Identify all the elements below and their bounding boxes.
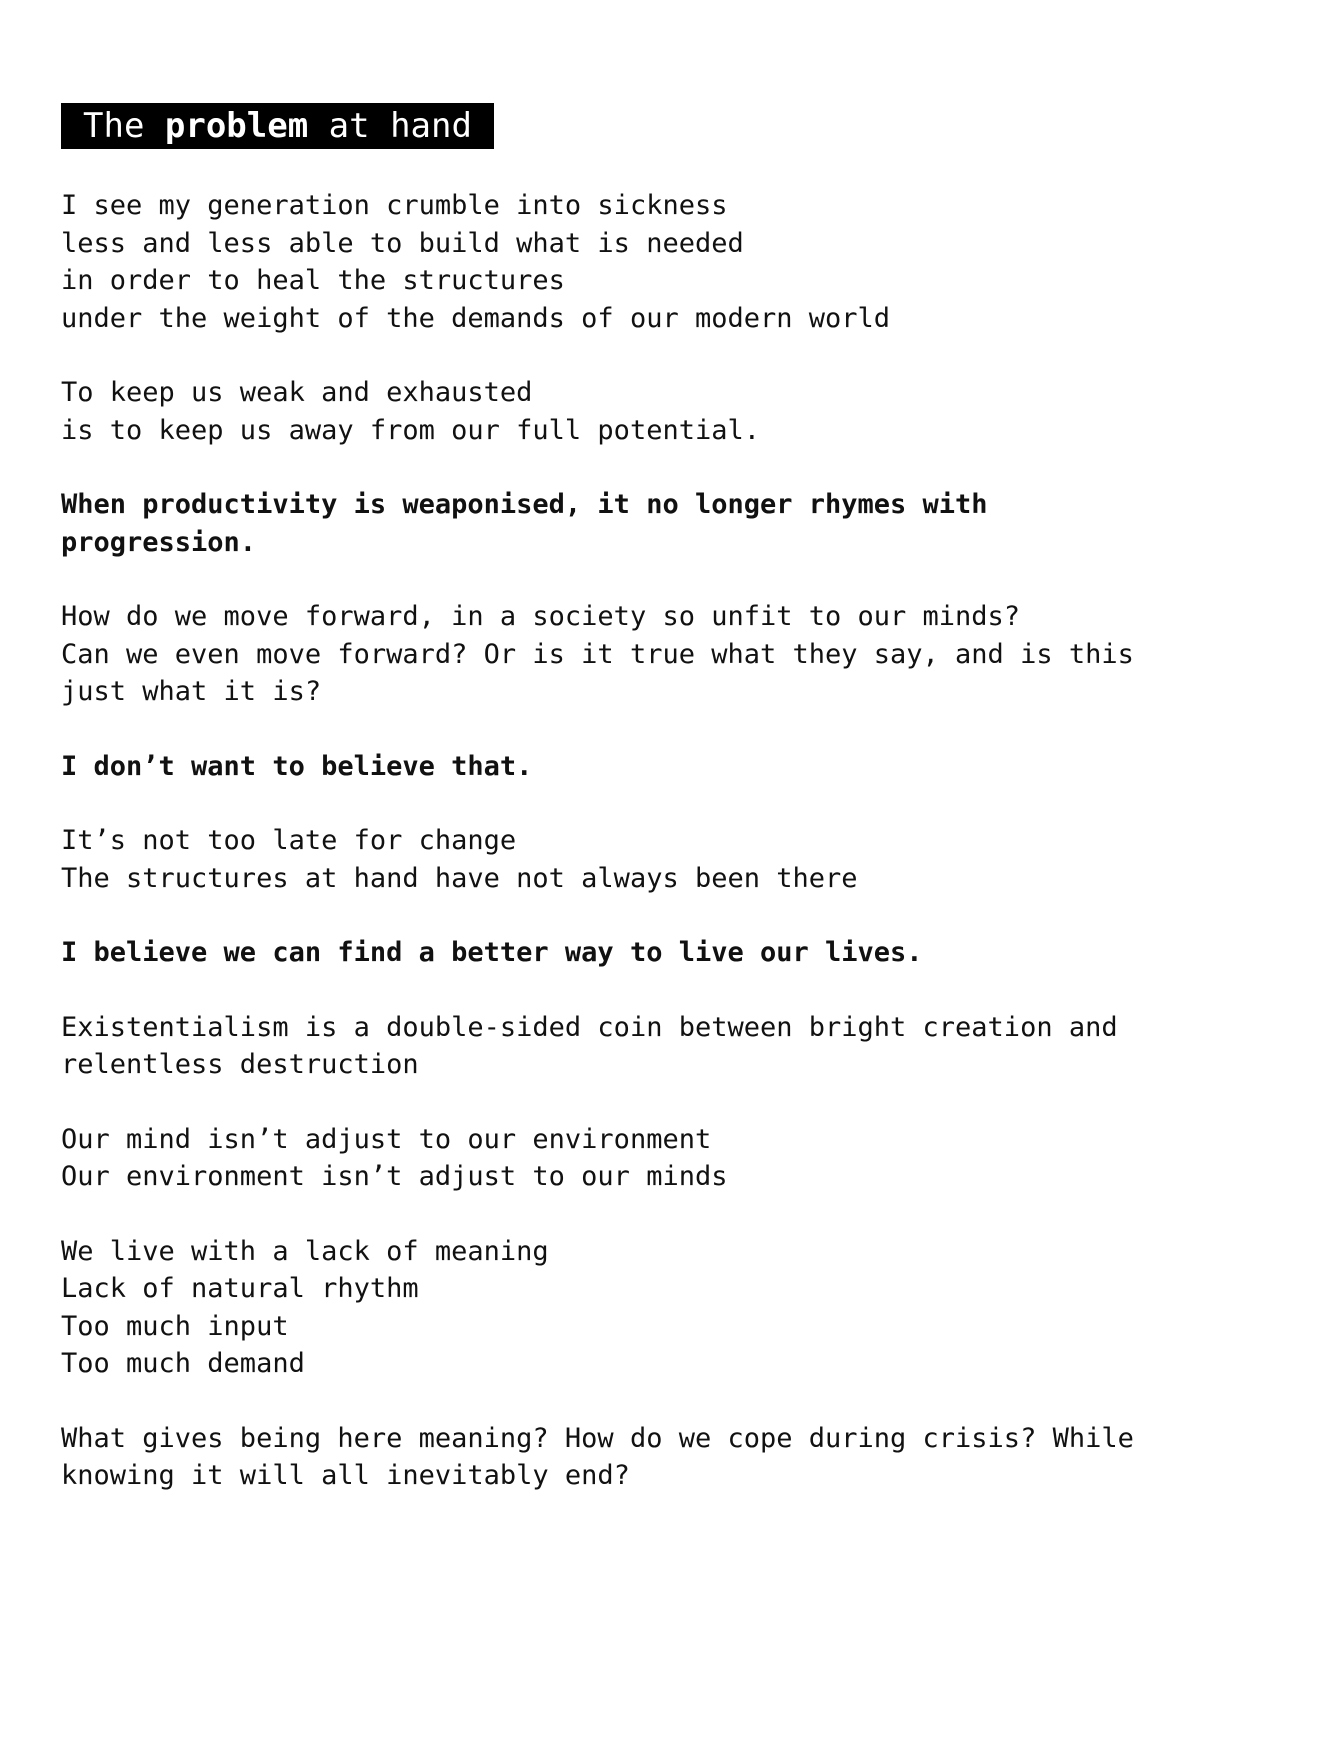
text-line: I believe we can find a better way to live our lives. [61, 937, 923, 968]
text-line: The structures at hand have not always been there [61, 862, 858, 894]
text-line: We live with a lack of meaning [61, 1235, 549, 1267]
text-line: in order to heal the structures [61, 265, 565, 296]
paragraph [61, 1233, 1261, 1383]
title-prefix: The [83, 106, 165, 146]
text-line: Too much input [61, 1310, 289, 1342]
text-line: To keep us weak and exhausted [61, 377, 533, 408]
paragraph [61, 934, 1261, 972]
text-line: relentless destruction [61, 1049, 419, 1080]
text-line: Our mind isn’t adjust to our environment [61, 1123, 712, 1155]
paragraph [61, 598, 1261, 711]
paragraph [61, 748, 1261, 786]
text-line: progression. [61, 526, 257, 558]
text-line: Too much demand [61, 1348, 305, 1379]
text-line: knowing it will all inevitably end? [61, 1460, 630, 1491]
text-line: just what it is? [61, 676, 322, 707]
section-title [61, 103, 494, 149]
paragraph [61, 1420, 1261, 1495]
text-line: under the weight of the demands of our modern world [61, 302, 891, 334]
paragraph [61, 486, 1261, 561]
text-line: Lack of natural rhythm [61, 1273, 419, 1304]
text-line: Existentialism is a double-sided coin between bright creation and [61, 1011, 1118, 1043]
paragraph [61, 187, 1261, 337]
text-line: I don’t want to believe that. [61, 750, 533, 782]
text-line: is to keep us away from our full potential. [61, 414, 760, 446]
paragraph [61, 822, 1261, 897]
text-line: Can we even move forward? Or is it true what they say, and is this [61, 638, 1134, 670]
document-page [61, 103, 1261, 1532]
text-line: Our environment isn’t adjust to our minds [61, 1161, 728, 1192]
title-emphasis: problem [164, 106, 309, 146]
text-line: I see my generation crumble into sickness [61, 190, 728, 221]
text-line: less and less able to build what is needed [61, 227, 744, 259]
title-suffix: at hand [308, 106, 472, 146]
paragraph [61, 1121, 1261, 1196]
poem-body [61, 187, 1261, 1495]
text-line: How do we move forward, in a society so unfit to our minds? [61, 601, 1021, 632]
text-line: What gives being here meaning? How do we cope during crisis? While [61, 1422, 1134, 1454]
text-line: It’s not too late for change [61, 825, 517, 856]
paragraph [61, 374, 1261, 449]
text-line: When productivity is weaponised, it no longer rhymes with [61, 489, 988, 520]
paragraph [61, 1009, 1261, 1084]
